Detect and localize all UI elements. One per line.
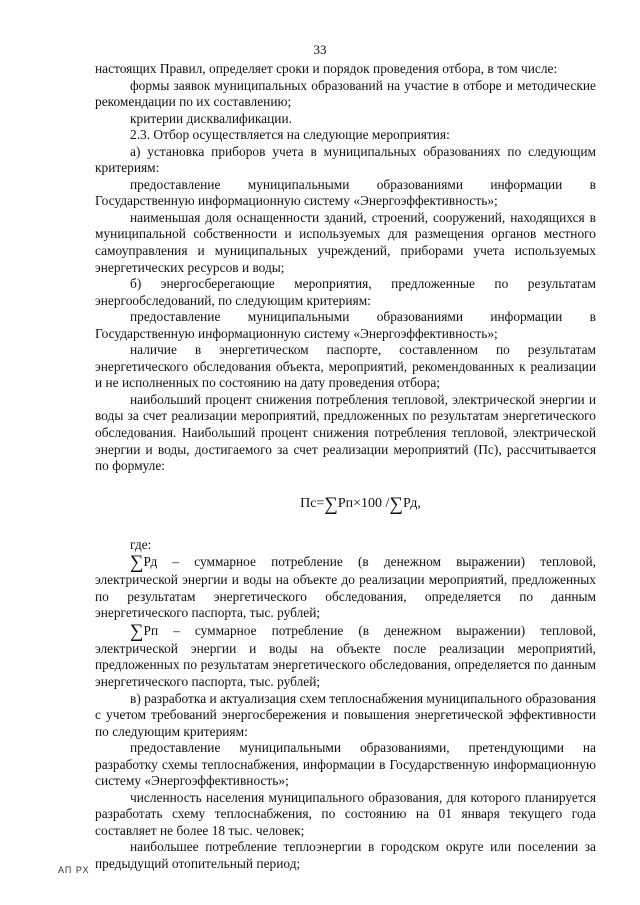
sum-sign: ∑ xyxy=(389,494,403,516)
paragraph: предоставление муниципальными образованиями информации в Государственную информационную систему «Энергоэффективность»; xyxy=(95,176,596,209)
paragraph: наличие в энергетическом паспорте, составленном по результатам энергетического обследования объекта, мероприятий, рекомендованных к реализации и не исполненных по состоянию на дату проведения отбора; xyxy=(95,342,596,391)
sum-symbol xyxy=(130,553,157,572)
formula xyxy=(95,483,596,527)
definition-text: – суммарное потребление (в денежном выражении) тепловой, электрической энергии и воды на объекте после реализации мероприятий, предложенных по результатам энергетического обследования, определяется по данным энергетического паспорта, тыс. рублей; xyxy=(95,622,596,689)
paragraph: в) разработка и актуализация схем теплоснабжения муниципального образования с учетом требований энергосбережения и повышения энергетической эффективности по следующим критериям: xyxy=(95,690,596,739)
sum-sign: ∑ xyxy=(130,620,144,642)
sum-definition-rd xyxy=(95,553,596,622)
formula-lhs: Пс= xyxy=(300,496,325,512)
paragraph: 2.3. Отбор осуществляется на следующие мероприятия: xyxy=(130,127,450,143)
paragraph: наименьшая доля оснащенности зданий, строений, сооружений, находящихся в муниципальной собственности и используемых для размещения органов местного самоуправления и муниципальных учреждений, приборами учета используемых энергетических ресурсов и воды; xyxy=(95,209,596,275)
document-body xyxy=(95,61,596,873)
paragraph: предоставление муниципальными образованиями информации в Государственную информационную систему «Энергоэффективность»; xyxy=(95,309,596,341)
sum-sign: ∑ xyxy=(324,494,338,516)
formula-term: Рд, xyxy=(403,496,421,512)
page-number: 33 xyxy=(313,42,327,57)
footer-code: АП РХ xyxy=(58,865,90,875)
paragraph: наибольший процент снижения потребления тепловой, электрической энергии и воды за счет реализации мероприятий, предложенных по результатам энергетического обследования. Наибольший процент снижения потребления тепловой, электрической энергии и воды, достигаемого за счет реализации мероприятий (Пс), рассчитывается по формуле: xyxy=(95,391,596,474)
definition-text: – суммарное потребление (в денежном выражении) тепловой, электрической энергии и воды на объекте до реализации мероприятий, предложенных по результатам энергетического обследования, определяется по данным энергетического паспорта, тыс. рублей; xyxy=(95,554,596,621)
paragraph: формы заявок муниципальных образований на участие в отборе и методические рекомендации по их составлению; xyxy=(95,77,596,110)
sum-variable: Рд xyxy=(143,554,158,570)
paragraph: а) установка приборов учета в муниципальных образованиях по следующим критериям: xyxy=(95,143,596,176)
formula-term: Рп×100 / xyxy=(337,496,390,512)
paragraph: наибольшее потребление теплоэнергии в городском округе или поселении за предыдущий отопительный период; xyxy=(95,839,596,871)
formula-where-label: где: xyxy=(130,536,152,552)
paragraph: предоставление муниципальными образованиями, претендующими на разработку схемы теплоснабжения, информации в Государственную информационную систему «Энергоэффективность»; xyxy=(95,740,596,789)
paragraph: настоящих Правил, определяет сроки и порядок проведения отбора, в том числе: xyxy=(95,61,558,76)
paragraph: б) энергосберегающие мероприятия, предложенные по результатам энергообследований, по следующим критериям: xyxy=(95,276,596,308)
sum-variable: Рп xyxy=(143,622,159,638)
paragraph: критерии дисквалификации. xyxy=(130,110,292,126)
sum-symbol xyxy=(130,622,158,641)
paragraph: численность населения муниципального образования, для которого планируется разработать схему теплоснабжения, по состоянию на 01 января текущего года составляет не более 18 тыс. человек; xyxy=(95,789,596,838)
sum-definition-rp xyxy=(95,622,596,691)
sum-sign: ∑ xyxy=(130,552,144,574)
